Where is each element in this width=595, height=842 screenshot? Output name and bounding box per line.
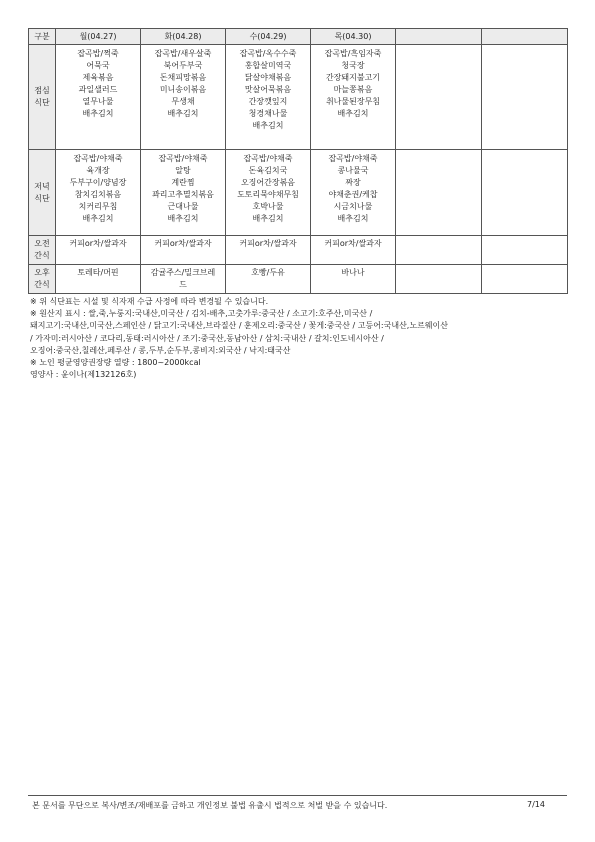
meal-plan-table [28, 28, 568, 294]
menu-cell [311, 150, 396, 236]
footer-divider [28, 795, 567, 796]
menu-item: 육개장 [86, 166, 110, 175]
menu-item: 배추김치 [167, 109, 199, 118]
menu-item: 커피or차/쌀과자 [324, 239, 382, 248]
column-header-day: 화(04.28) [141, 29, 226, 45]
menu-item: 돈채피망볶음 [159, 73, 207, 82]
menu-cell [311, 45, 396, 150]
note-line: 돼지고기:국내산,미국산,스페인산 / 닭고기:국내산,브라질산 / 훈제오리:중국산 / 꽃게:중국산 / 고등어:국내산,노르웨이산 [30, 321, 448, 331]
row-label [29, 236, 56, 265]
menu-item: 간장돼지불고기 [325, 73, 381, 82]
menu-item: 닭살야채볶음 [244, 73, 292, 82]
menu-cell [482, 45, 568, 150]
menu-item: 호빵/두유 [251, 268, 285, 277]
menu-cell [56, 45, 141, 150]
menu-item: 치커리무침 [78, 202, 118, 211]
menu-item: 배추김치 [82, 214, 114, 223]
menu-cell [482, 265, 568, 294]
menu-item: 바나나 [341, 268, 365, 277]
note-line: ※ 위 식단표는 시설 및 식자재 수급 사정에 따라 변경될 수 있습니다. [30, 297, 269, 306]
menu-item: 오징어간장볶음 [240, 178, 296, 187]
menu-cell [482, 236, 568, 265]
menu-item: 근대나물 [167, 202, 199, 211]
table-row [29, 236, 568, 265]
menu-item: 마늘쫑볶음 [333, 85, 373, 94]
row-label [29, 45, 56, 150]
menu-item: 커피or차/쌀과자 [69, 239, 127, 248]
note-line: 영양사 : 윤이나(제132126호) [30, 370, 137, 380]
menu-item: 배추김치 [337, 109, 369, 118]
menu-item: 알탕 [175, 166, 191, 175]
row-label-line: 간식 [34, 280, 50, 289]
menu-cell [141, 236, 226, 265]
menu-item: 잡곡밥/옥수수죽 [239, 49, 297, 58]
note-line: / 가자미:러시아산 / 코다리,동태:러시아산 / 조기:중국산,동남아산 / 삼치:국내산 / 갈치:인도네시아산 / [30, 333, 384, 343]
row-label-line: 식단 [34, 98, 50, 107]
menu-item: 간장깻잎지 [248, 97, 288, 106]
menu-item: 도토리묵야채무침 [237, 190, 299, 199]
menu-item: 배추김치 [82, 109, 114, 118]
menu-item: 꽈리고추멸치볶음 [152, 190, 214, 199]
menu-item: 홍합살미역국 [244, 61, 292, 70]
column-header-day [396, 29, 482, 45]
menu-item: 청국장 [341, 61, 365, 70]
menu-item: 제육볶음 [82, 73, 114, 82]
table-row [29, 45, 568, 150]
menu-item: 잡곡밥/야채죽 [243, 154, 293, 163]
row-label-line: 식단 [34, 193, 50, 203]
menu-cell [56, 236, 141, 265]
column-header-day [482, 29, 568, 45]
menu-item: 계란찜 [171, 178, 195, 187]
menu-cell [56, 265, 141, 294]
menu-cell [226, 265, 311, 294]
row-label-line: 오전 [34, 239, 50, 248]
menu-cell [56, 150, 141, 236]
menu-cell [226, 236, 311, 265]
row-label-line: 오후 [34, 268, 50, 277]
menu-item: 두부구이/양념장 [69, 178, 127, 187]
menu-cell [311, 265, 396, 294]
notes-section [30, 296, 570, 381]
menu-item: 미니송이볶음 [159, 85, 207, 94]
menu-item: 시금치나물 [333, 202, 373, 211]
note-line: 오징어:중국산,칠레산,페루산 / 콩,두부,순두부,콩비지:외국산 / 낙지:태국산 [30, 345, 291, 355]
menu-cell [396, 236, 482, 265]
menu-item: 열무나물 [82, 97, 114, 106]
menu-item: 북어두부국 [163, 61, 203, 70]
note-line: ※ 노인 평균영양권장량 열량 : 1800~2000kcal [30, 358, 201, 368]
row-label [29, 150, 56, 236]
row-label [29, 265, 56, 294]
menu-item: 호박나물 [252, 202, 284, 211]
column-header-day: 월(04.27) [56, 29, 141, 45]
menu-item: 커피or차/쌀과자 [239, 239, 297, 248]
menu-item: 잡곡밥/흑임자죽 [324, 49, 382, 58]
note-line: ※ 원산지 표시 : 쌀,죽,누룽지:국내산,미국산 / 김치-배추,고춧가루:중국산 / 소고기:호주산,미국산 / [30, 309, 373, 319]
menu-cell [141, 150, 226, 236]
table-row [29, 265, 568, 294]
menu-item: 배추김치 [167, 214, 199, 223]
menu-cell [396, 150, 482, 236]
menu-item: 야채춘권/케찹 [328, 190, 378, 199]
menu-item: 무생채 [171, 97, 195, 106]
menu-item: 잡곡밥/야채죽 [158, 154, 208, 163]
menu-item: 돈육김치국 [248, 166, 288, 175]
column-header-category: 구분 [29, 29, 56, 45]
menu-item: 커피or차/쌀과자 [154, 239, 212, 248]
column-header-day: 수(04.29) [226, 29, 311, 45]
menu-item: 드 [179, 280, 187, 289]
menu-item: 잡곡밥/새우살죽 [154, 49, 212, 58]
menu-cell [141, 45, 226, 150]
menu-cell [482, 150, 568, 236]
menu-item: 감귤주스/밀크브레 [150, 268, 216, 277]
footer-disclaimer: 본 문서를 무단으로 복사/변조/재배포를 금하고 개인정보 불법 유출시 법적으로 처벌 받을 수 있습니다. [32, 801, 388, 810]
table-header-row [29, 29, 568, 45]
menu-item: 어묵국 [86, 61, 110, 70]
row-label-line: 점심 [34, 86, 50, 95]
page-number: 7/14 [527, 800, 545, 809]
menu-item: 맛살어묵볶음 [244, 85, 292, 94]
menu-item: 잡곡밥/야채죽 [73, 154, 123, 163]
menu-item: 콩나물국 [337, 166, 369, 175]
menu-item: 배추김치 [337, 214, 369, 223]
table-body [29, 45, 568, 294]
menu-item: 청경채나물 [248, 109, 288, 118]
table-row [29, 150, 568, 236]
row-label-line: 저녁 [34, 181, 50, 191]
menu-item: 토레타/머핀 [77, 268, 119, 277]
menu-item: 참치김치볶음 [74, 190, 122, 199]
menu-item: 취나물된장무침 [325, 97, 381, 106]
menu-cell [226, 150, 311, 236]
menu-item: 짜장 [345, 178, 361, 187]
menu-item: 잡곡밥/쩍죽 [77, 49, 119, 58]
menu-item: 과일샐러드 [78, 85, 118, 94]
column-header-day: 목(04.30) [311, 29, 396, 45]
menu-cell [311, 236, 396, 265]
menu-item: 배추김치 [252, 121, 284, 130]
menu-item: 배추김치 [252, 214, 284, 223]
row-label-line: 간식 [34, 251, 50, 260]
menu-item: 잡곡밥/야채죽 [328, 154, 378, 163]
menu-cell [396, 45, 482, 150]
menu-cell [396, 265, 482, 294]
menu-cell [226, 45, 311, 150]
menu-cell [141, 265, 226, 294]
